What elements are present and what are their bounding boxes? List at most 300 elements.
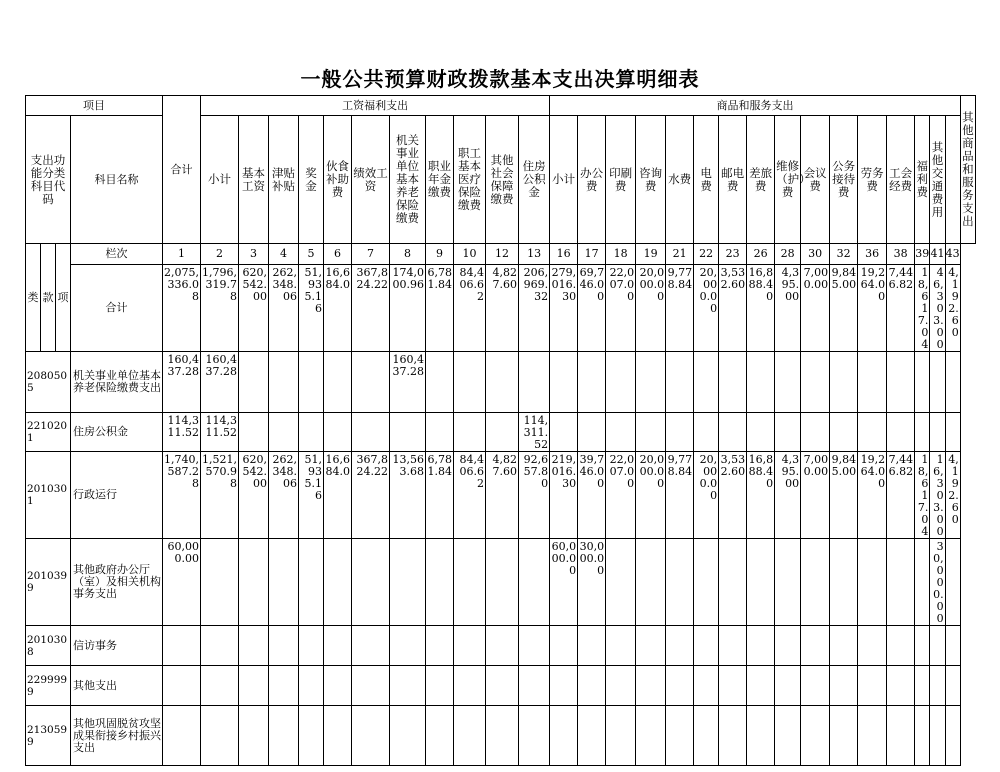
row-value bbox=[390, 539, 426, 626]
row-value: 9,778.84 bbox=[666, 452, 694, 539]
header-subject-name: 科目名称 bbox=[71, 116, 163, 244]
row-value bbox=[858, 352, 887, 413]
column-number: 43 bbox=[945, 244, 960, 265]
column-number: 23 bbox=[719, 244, 747, 265]
row-value bbox=[324, 626, 352, 666]
header-col-5: 伙食补助费 bbox=[324, 116, 352, 244]
row-value bbox=[201, 626, 239, 666]
row-value bbox=[915, 706, 930, 766]
row-value bbox=[324, 352, 352, 413]
row-value bbox=[454, 626, 486, 666]
row-value bbox=[390, 626, 426, 666]
column-number: 4 bbox=[269, 244, 299, 265]
row-value bbox=[239, 413, 269, 452]
column-number: 12 bbox=[486, 244, 519, 265]
row-value bbox=[945, 539, 960, 626]
row-value bbox=[801, 626, 830, 666]
row-value: 20,000.00 bbox=[694, 452, 719, 539]
row-value: 219,016.30 bbox=[550, 452, 578, 539]
row-value bbox=[930, 706, 945, 766]
header-col-20: 维修（护）费 bbox=[775, 116, 801, 244]
row-value bbox=[299, 666, 324, 706]
row-value bbox=[606, 666, 636, 706]
table-row-10 bbox=[26, 706, 976, 766]
page-title: 一般公共预算财政拨款基本支出决算明细表 bbox=[300, 67, 700, 91]
row-value bbox=[775, 413, 801, 452]
total-value: 20,000.00 bbox=[694, 265, 719, 352]
row-value bbox=[830, 352, 858, 413]
total-value: 206,969.32 bbox=[519, 265, 550, 352]
row-value bbox=[830, 539, 858, 626]
row-value bbox=[269, 413, 299, 452]
row-value bbox=[719, 666, 747, 706]
row-value bbox=[426, 626, 454, 666]
row-value bbox=[390, 666, 426, 706]
row-value bbox=[352, 413, 390, 452]
row-value bbox=[352, 626, 390, 666]
row-value bbox=[486, 539, 519, 626]
row-value bbox=[299, 626, 324, 666]
total-value: 9,845.00 bbox=[830, 265, 858, 352]
row-value bbox=[747, 539, 775, 626]
row-value: 7,000.00 bbox=[801, 452, 830, 539]
row-code: 2299999 bbox=[26, 666, 71, 706]
row-value bbox=[636, 352, 666, 413]
row-value bbox=[694, 626, 719, 666]
row-value bbox=[694, 539, 719, 626]
row-value bbox=[239, 706, 269, 766]
total-value: 84,406.62 bbox=[454, 265, 486, 352]
row-value bbox=[887, 352, 915, 413]
row-value bbox=[352, 539, 390, 626]
row-value bbox=[636, 626, 666, 666]
row-value bbox=[324, 706, 352, 766]
row-value bbox=[747, 626, 775, 666]
column-number: 39 bbox=[915, 244, 930, 265]
row-value bbox=[352, 352, 390, 413]
row-value bbox=[606, 706, 636, 766]
row-value bbox=[694, 666, 719, 706]
total-value: 262,348.06 bbox=[269, 265, 299, 352]
column-number: 2 bbox=[201, 244, 239, 265]
row-value bbox=[945, 626, 960, 666]
row-index-label: 栏次 bbox=[71, 244, 163, 265]
row-value bbox=[775, 352, 801, 413]
total-value: 7,446.82 bbox=[887, 265, 915, 352]
row-value: 84,406.62 bbox=[454, 452, 486, 539]
total-value: 3,532.60 bbox=[719, 265, 747, 352]
row-value: 19,264.00 bbox=[858, 452, 887, 539]
header-total: 合计 bbox=[163, 96, 201, 244]
row-code: 2080505 bbox=[26, 352, 71, 413]
row-value bbox=[519, 539, 550, 626]
row-subject-name: 其他巩固脱贫攻坚成果衔接乡村振兴支出 bbox=[71, 706, 163, 766]
row-value bbox=[636, 666, 666, 706]
row-value bbox=[694, 706, 719, 766]
header-col-25: 福利费 bbox=[915, 116, 930, 244]
total-value: 16,684.0 bbox=[324, 265, 352, 352]
row-value bbox=[390, 413, 426, 452]
column-number: 10 bbox=[454, 244, 486, 265]
row-value bbox=[666, 539, 694, 626]
budget-table bbox=[25, 95, 976, 766]
row-value: 3,532.60 bbox=[719, 452, 747, 539]
row-value bbox=[550, 352, 578, 413]
column-number: 9 bbox=[426, 244, 454, 265]
total-value: 4,395.00 bbox=[775, 265, 801, 352]
row-value bbox=[239, 626, 269, 666]
row-value bbox=[801, 352, 830, 413]
column-number: 5 bbox=[299, 244, 324, 265]
total-value: 46,303.00 bbox=[930, 265, 945, 352]
header-col-24: 工会经费 bbox=[887, 116, 915, 244]
row-value bbox=[486, 413, 519, 452]
row-code: 2010308 bbox=[26, 626, 71, 666]
row-code: 2010399 bbox=[26, 539, 71, 626]
row-value bbox=[747, 352, 775, 413]
row-value: 114,311.52 bbox=[519, 413, 550, 452]
row-value: 16,888.40 bbox=[747, 452, 775, 539]
header-col-19: 差旅费 bbox=[747, 116, 775, 244]
table-row-4 bbox=[26, 352, 976, 413]
row-value bbox=[426, 706, 454, 766]
total-value: 6,781.84 bbox=[426, 265, 454, 352]
header-func-class-code: 支出功能分类科目代码 bbox=[26, 116, 71, 244]
column-number: 38 bbox=[887, 244, 915, 265]
header-col-8: 职业年金缴费 bbox=[426, 116, 454, 244]
row-value bbox=[299, 352, 324, 413]
row-value bbox=[239, 352, 269, 413]
column-number: 3 bbox=[239, 244, 269, 265]
row-value: 60,000.00 bbox=[163, 539, 201, 626]
row-value bbox=[163, 666, 201, 706]
row-value bbox=[578, 666, 606, 706]
header-col-10: 其他社会保障缴费 bbox=[486, 116, 519, 244]
header-col-23: 劳务费 bbox=[858, 116, 887, 244]
row-value bbox=[801, 666, 830, 706]
header-col-17: 电费 bbox=[694, 116, 719, 244]
row-value: 6,781.84 bbox=[426, 452, 454, 539]
row-value bbox=[578, 413, 606, 452]
row-value bbox=[887, 706, 915, 766]
row-value bbox=[858, 626, 887, 666]
row-value bbox=[606, 352, 636, 413]
row-value bbox=[426, 413, 454, 452]
row-value: 16,684.0 bbox=[324, 452, 352, 539]
row-value bbox=[915, 626, 930, 666]
row-value bbox=[201, 666, 239, 706]
row-value: 160,437.28 bbox=[163, 352, 201, 413]
row-value bbox=[519, 666, 550, 706]
row-value bbox=[945, 706, 960, 766]
row-value: 18,617.04 bbox=[915, 452, 930, 539]
total-value: 174,000.96 bbox=[390, 265, 426, 352]
row-value bbox=[887, 666, 915, 706]
row-value bbox=[201, 539, 239, 626]
row-value bbox=[887, 626, 915, 666]
row-value bbox=[324, 413, 352, 452]
row-value bbox=[887, 413, 915, 452]
header-col-22: 公务接待费 bbox=[830, 116, 858, 244]
table-row-8 bbox=[26, 626, 976, 666]
row-value: 39,746.00 bbox=[578, 452, 606, 539]
row-value bbox=[636, 539, 666, 626]
row-value bbox=[915, 666, 930, 706]
table-row-2 bbox=[26, 244, 976, 265]
header-col-26: 其他交通费用 bbox=[930, 116, 945, 244]
row-value bbox=[239, 539, 269, 626]
row-value bbox=[519, 706, 550, 766]
row-value bbox=[426, 352, 454, 413]
row-value: 22,007.00 bbox=[606, 452, 636, 539]
row-value bbox=[666, 706, 694, 766]
header-kuan: 款 bbox=[41, 244, 56, 352]
row-value bbox=[801, 413, 830, 452]
row-value bbox=[550, 626, 578, 666]
column-number: 41 bbox=[930, 244, 945, 265]
row-subject-name: 其他政府办公厅（室）及相关机构事务支出 bbox=[71, 539, 163, 626]
row-subject-name: 其他支出 bbox=[71, 666, 163, 706]
row-value bbox=[299, 706, 324, 766]
row-value: 114,311.52 bbox=[163, 413, 201, 452]
row-value bbox=[719, 539, 747, 626]
row-value bbox=[324, 666, 352, 706]
row-value bbox=[666, 666, 694, 706]
row-value bbox=[915, 539, 930, 626]
row-value bbox=[606, 626, 636, 666]
row-value bbox=[830, 626, 858, 666]
header-col-11: 住房公积金 bbox=[519, 116, 550, 244]
total-value: 22,007.00 bbox=[606, 265, 636, 352]
row-value: 60,000.00 bbox=[550, 539, 578, 626]
row-value bbox=[550, 666, 578, 706]
total-value: 9,778.84 bbox=[666, 265, 694, 352]
table-row-7 bbox=[26, 539, 976, 626]
row-value bbox=[945, 352, 960, 413]
header-col-1: 小计 bbox=[201, 116, 239, 244]
header-col-15: 咨询费 bbox=[636, 116, 666, 244]
column-number: 17 bbox=[578, 244, 606, 265]
row-value: 20,000.00 bbox=[636, 452, 666, 539]
column-number: 22 bbox=[694, 244, 719, 265]
row-value bbox=[775, 626, 801, 666]
row-value bbox=[454, 413, 486, 452]
row-subject-name: 住房公积金 bbox=[71, 413, 163, 452]
header-col-13: 办公费 bbox=[578, 116, 606, 244]
row-value: 620,542.00 bbox=[239, 452, 269, 539]
header-col-21: 会议费 bbox=[801, 116, 830, 244]
row-value bbox=[719, 626, 747, 666]
row-value: 4,192.60 bbox=[945, 452, 960, 539]
row-value: 4,395.00 bbox=[775, 452, 801, 539]
row-code: 2010301 bbox=[26, 452, 71, 539]
column-number: 1 bbox=[163, 244, 201, 265]
row-code: 2130599 bbox=[26, 706, 71, 766]
row-value bbox=[606, 539, 636, 626]
row-value bbox=[719, 413, 747, 452]
row-value bbox=[666, 626, 694, 666]
header-col-3: 津贴补贴 bbox=[269, 116, 299, 244]
header-col-14: 印刷费 bbox=[606, 116, 636, 244]
row-value bbox=[858, 666, 887, 706]
total-value: 4,827.60 bbox=[486, 265, 519, 352]
row-value bbox=[945, 413, 960, 452]
row-value bbox=[201, 706, 239, 766]
row-value bbox=[578, 706, 606, 766]
row-value bbox=[858, 413, 887, 452]
row-value bbox=[269, 706, 299, 766]
row-value bbox=[426, 666, 454, 706]
row-subject-name: 行政运行 bbox=[71, 452, 163, 539]
row-value bbox=[945, 666, 960, 706]
header-xiang: 项 bbox=[56, 244, 71, 352]
table-row-6 bbox=[26, 452, 976, 539]
total-value: 18,617.04 bbox=[915, 265, 930, 352]
row-value bbox=[930, 352, 945, 413]
row-value bbox=[454, 706, 486, 766]
row-value: 4,827.60 bbox=[486, 452, 519, 539]
total-value: 4,192.60 bbox=[945, 265, 960, 352]
header-item: 项目 bbox=[26, 96, 163, 116]
column-number: 7 bbox=[352, 244, 390, 265]
total-value: 367,824.22 bbox=[352, 265, 390, 352]
column-number: 32 bbox=[830, 244, 858, 265]
row-value bbox=[550, 413, 578, 452]
table-row-0 bbox=[26, 96, 976, 116]
row-value bbox=[694, 352, 719, 413]
row-value bbox=[163, 626, 201, 666]
table-row-3 bbox=[26, 265, 976, 352]
total-value: 7,000.00 bbox=[801, 265, 830, 352]
row-value: 7,446.82 bbox=[887, 452, 915, 539]
row-value: 30,000.00 bbox=[578, 539, 606, 626]
row-value bbox=[858, 706, 887, 766]
row-value: 13,563.68 bbox=[390, 452, 426, 539]
row-subject-name: 信访事务 bbox=[71, 626, 163, 666]
row-value bbox=[930, 626, 945, 666]
row-value bbox=[719, 706, 747, 766]
header-goods-group: 商品和服务支出 bbox=[550, 96, 961, 116]
header-col-9: 职工基本医疗保险缴费 bbox=[454, 116, 486, 244]
row-value bbox=[390, 706, 426, 766]
total-value: 2,075,336.08 bbox=[163, 265, 201, 352]
row-value: 51,935.16 bbox=[299, 452, 324, 539]
row-value bbox=[719, 352, 747, 413]
total-value: 16,888.40 bbox=[747, 265, 775, 352]
row-value bbox=[858, 539, 887, 626]
row-value: 92,657.80 bbox=[519, 452, 550, 539]
row-value bbox=[830, 666, 858, 706]
header-col-12: 小计 bbox=[550, 116, 578, 244]
column-number: 8 bbox=[390, 244, 426, 265]
row-value bbox=[775, 666, 801, 706]
row-value bbox=[747, 706, 775, 766]
column-number: 28 bbox=[775, 244, 801, 265]
row-value bbox=[486, 626, 519, 666]
total-value: 69,746.00 bbox=[578, 265, 606, 352]
row-value bbox=[830, 706, 858, 766]
table-row-9 bbox=[26, 666, 976, 706]
header-col-2: 基本工资 bbox=[239, 116, 269, 244]
row-value: 160,437.28 bbox=[390, 352, 426, 413]
row-value bbox=[636, 413, 666, 452]
row-value bbox=[801, 706, 830, 766]
row-value bbox=[269, 666, 299, 706]
row-value bbox=[747, 666, 775, 706]
row-value bbox=[352, 706, 390, 766]
row-value bbox=[299, 413, 324, 452]
row-value bbox=[636, 706, 666, 766]
total-value: 620,542.00 bbox=[239, 265, 269, 352]
total-row-label: 合计 bbox=[71, 265, 163, 352]
row-value bbox=[801, 539, 830, 626]
table-row-5 bbox=[26, 413, 976, 452]
row-value bbox=[269, 539, 299, 626]
row-value bbox=[775, 706, 801, 766]
row-value bbox=[666, 352, 694, 413]
header-col-6: 绩效工资 bbox=[352, 116, 390, 244]
column-number: 18 bbox=[606, 244, 636, 265]
row-value bbox=[887, 539, 915, 626]
row-value bbox=[454, 539, 486, 626]
row-value: 367,824.22 bbox=[352, 452, 390, 539]
row-value bbox=[915, 413, 930, 452]
total-value: 20,000.00 bbox=[636, 265, 666, 352]
row-value bbox=[324, 539, 352, 626]
row-value: 160,437.28 bbox=[201, 352, 239, 413]
column-number: 26 bbox=[747, 244, 775, 265]
row-value bbox=[352, 666, 390, 706]
row-value bbox=[747, 413, 775, 452]
header-col-other-goods: 其他商品和服务支出 bbox=[960, 96, 975, 244]
column-number: 19 bbox=[636, 244, 666, 265]
header-col-7: 机关事业单位基本养老保险缴费 bbox=[390, 116, 426, 244]
row-value bbox=[454, 666, 486, 706]
row-value bbox=[578, 626, 606, 666]
row-value bbox=[519, 352, 550, 413]
row-value bbox=[426, 539, 454, 626]
row-value bbox=[915, 352, 930, 413]
row-value: 1,521,570.98 bbox=[201, 452, 239, 539]
row-value bbox=[550, 706, 578, 766]
total-value: 51,935.16 bbox=[299, 265, 324, 352]
header-col-18: 邮电费 bbox=[719, 116, 747, 244]
total-value: 279,016.30 bbox=[550, 265, 578, 352]
row-value bbox=[519, 626, 550, 666]
row-value bbox=[269, 352, 299, 413]
header-lei: 类 bbox=[26, 244, 41, 352]
column-number: 13 bbox=[519, 244, 550, 265]
row-value bbox=[578, 352, 606, 413]
total-value: 1,796,319.78 bbox=[201, 265, 239, 352]
row-value: 30,000.00 bbox=[930, 539, 945, 626]
column-number: 30 bbox=[801, 244, 830, 265]
row-value bbox=[694, 413, 719, 452]
row-value: 1,740,587.28 bbox=[163, 452, 201, 539]
header-salary-group: 工资福利支出 bbox=[201, 96, 550, 116]
row-value bbox=[486, 352, 519, 413]
column-number: 36 bbox=[858, 244, 887, 265]
header-col-4: 奖金 bbox=[299, 116, 324, 244]
row-value: 262,348.06 bbox=[269, 452, 299, 539]
column-number: 6 bbox=[324, 244, 352, 265]
row-value: 114,311.52 bbox=[201, 413, 239, 452]
row-value bbox=[454, 352, 486, 413]
row-value bbox=[269, 626, 299, 666]
row-value bbox=[775, 539, 801, 626]
row-value: 9,845.00 bbox=[830, 452, 858, 539]
row-value bbox=[666, 413, 694, 452]
